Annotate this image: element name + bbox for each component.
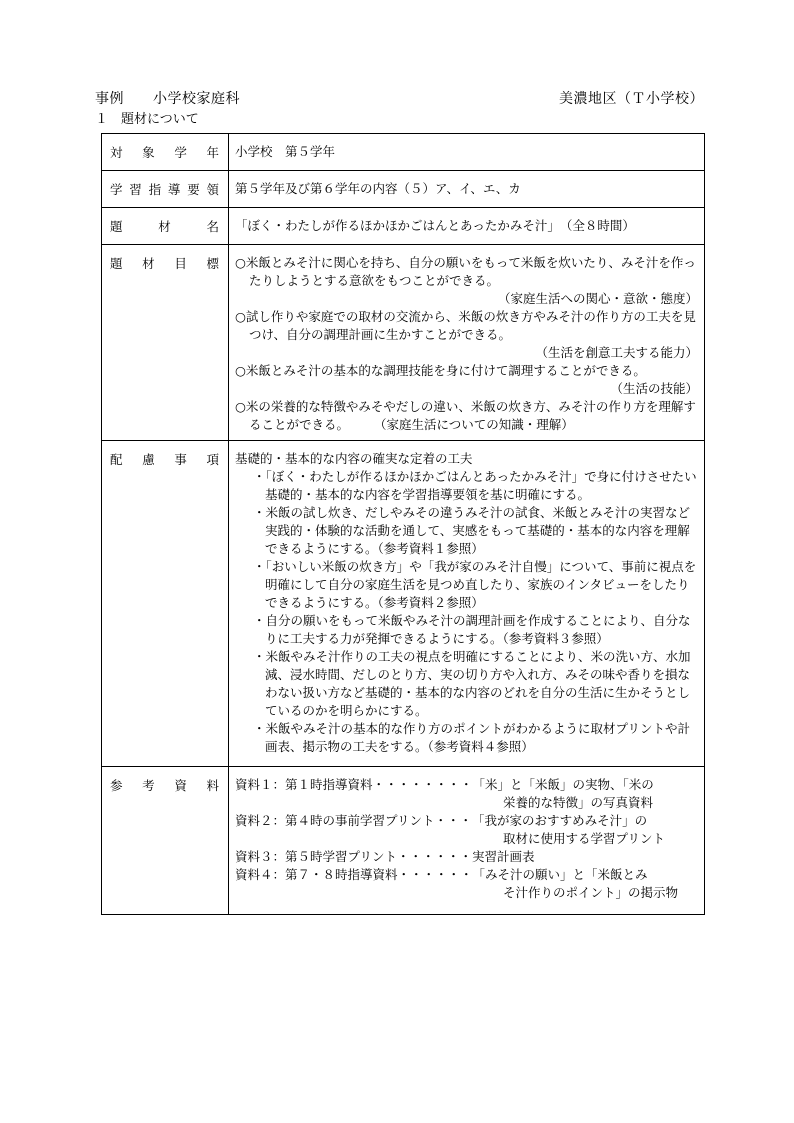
reference-item	[235, 812, 698, 830]
goal-note: （生活の技能）	[610, 381, 698, 396]
label-guideline: 学習指導要領	[102, 171, 229, 208]
region-school: 美濃地区（Ｔ小学校）	[559, 91, 704, 107]
reference-item	[235, 866, 698, 884]
reference-name: 資料３：第５時学習プリント・・・・・・	[235, 849, 473, 864]
reference-desc: 「米」と「米飯」の実物、「米の	[472, 777, 654, 792]
value-references	[229, 767, 705, 915]
consideration-bullet: ・米飯の試し炊き、だしやみその違うみそ汁の試食、米飯とみそ汁の実習など実践的・体験的な活動を通して、実感をもって基礎的・基本的な内容を理解できるようにする。（参考資料１参照）	[253, 505, 691, 556]
row-target	[102, 134, 705, 171]
row-references	[102, 767, 705, 915]
section-heading: １ 題材について	[95, 112, 199, 127]
goal-item: ○米の栄養的な特徴やみそやだしの違い、米飯の炊き方、みそ汁の作り方を理解することができる。 （家庭生活についての知識・理解）	[235, 399, 696, 432]
value-subject: 「ぼく・わたしが作るほかほかごはんとあったかみそ汁」 （全８時間）	[229, 208, 705, 245]
reference-name: 資料２：第４時の事前学習プリント・・・	[235, 813, 473, 828]
reference-name: 資料１：第１時指導資料・・・・・・・・	[235, 777, 473, 792]
goal-note: （生活を創意工夫する能力）	[535, 345, 698, 360]
label-subject: 題材名	[102, 208, 229, 245]
row-guideline	[102, 171, 705, 208]
consideration-bullet: ・自分の願いをもって米飯やみそ汁の調理計画を作成することにより、自分なりに工夫する力が発揮できるようにする。（参考資料３参照）	[253, 613, 691, 646]
goal-note: （家庭生活への関心・意欲・態度）	[497, 291, 698, 306]
subject-table	[101, 133, 705, 915]
reference-name: 資料４：第７・８時指導資料・・・・・・	[235, 867, 473, 882]
row-subject	[102, 208, 705, 245]
value-considerations	[229, 441, 705, 767]
label-considerations: 配慮事項	[102, 441, 229, 767]
label-references: 参考資料	[102, 767, 229, 915]
goal-item: ○米飯とみそ汁の基本的な調理技能を身に付けて調理することができる。	[235, 363, 646, 378]
value-goals	[229, 245, 705, 441]
consideration-bullet: ・米飯やみそ汁作りの工夫の視点を明確にすることにより、米の洗い方、水加減、浸水時間、だしのとり方、実の切り方や入れ方、みその味や香りを損なわない扱い方など基礎的・基本的な内容のどれを自分の生活に生かそうとしているのかを明らかにする。	[253, 649, 691, 718]
value-target: 小学校 第５学年	[229, 134, 705, 171]
row-goals	[102, 245, 705, 441]
consideration-bullet: ・米飯やみそ汁の基本的な作り方のポイントがわかるように取材プリントや計画表、掲示物の工夫をする。（参考資料４参照）	[253, 721, 691, 754]
case-title: 事例 小学校家庭科	[95, 91, 240, 107]
reference-desc-cont: 栄養的な特徴」の写真資料	[503, 795, 654, 810]
reference-desc-cont: 取材に使用する学習プリント	[503, 831, 666, 846]
value-guideline: 第５学年及び第６学年の内容（５）ア、イ、エ、カ	[229, 171, 705, 208]
considerations-heading: 基礎的・基本的な内容の確実な定着の工夫	[235, 451, 473, 466]
label-goals: 題材目標	[102, 245, 229, 441]
goal-item: ○試し作りや家庭での取材の交流から、米飯の炊き方やみそ汁の作り方の工夫を見つけ、自分の調理計画に生かすことができる。	[235, 309, 696, 342]
consideration-bullet: ・「ぼく・わたしが作るほかほかごはんとあったかみそ汁」で身に付けさせたい基礎的・基本的な内容を学習指導要領を基に明確にする。	[253, 469, 697, 502]
row-considerations	[102, 441, 705, 767]
consideration-bullet: ・「おいしい米飯の炊き方」や「我が家のみそ汁自慢」について、事前に視点を明確にして自分の家庭生活を見つめ直したり、家族のインタビューをしたりできるようにする。（参考資料２参照）	[253, 559, 697, 610]
reference-desc: 「みそ汁の願い」と「米飯とみ	[472, 867, 648, 882]
goal-item: ○米飯とみそ汁に関心を持ち、自分の願いをもって米飯を炊いたり、みそ汁を作ったりしようとする意欲をもつことができる。	[235, 255, 696, 288]
reference-item	[235, 848, 698, 866]
reference-desc-cont: そ汁作りのポイント」の掲示物	[503, 885, 679, 900]
label-target: 対象学年	[102, 134, 229, 171]
reference-desc: 実習計画表	[472, 849, 535, 864]
reference-item	[235, 776, 698, 794]
reference-desc: 「我が家のおすすめみそ汁」の	[472, 813, 648, 828]
